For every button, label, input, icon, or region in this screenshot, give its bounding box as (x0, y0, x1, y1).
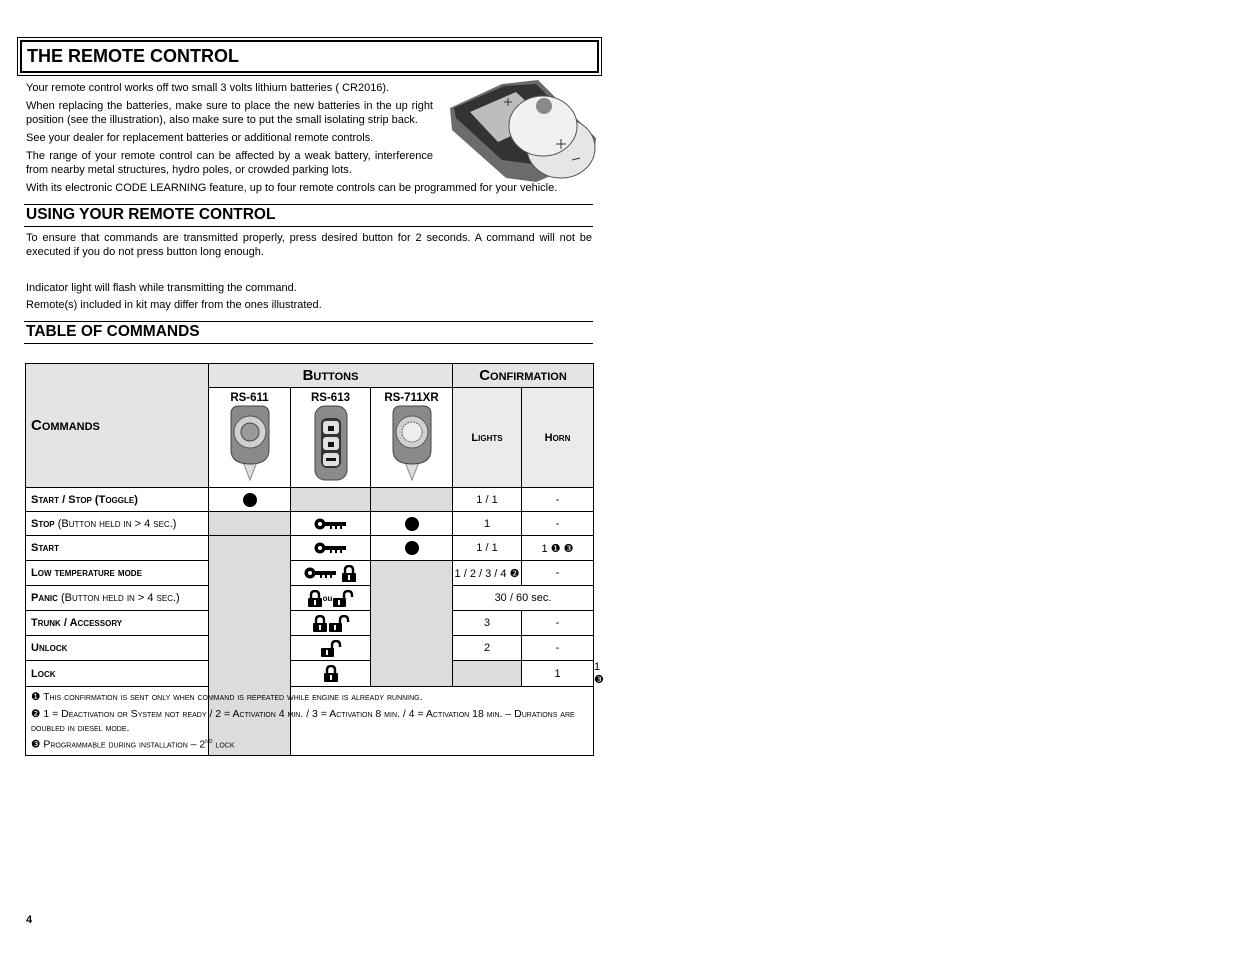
table-heading: TABLE OF COMMANDS (26, 323, 200, 340)
command-name (26, 636, 209, 661)
table-row (26, 488, 594, 512)
intro-p4: The range of your remote control can be affected by a weak battery, interference from nearby metal structures, hydro poles, or crowded parking lots. (26, 150, 433, 176)
horn-cell: - (522, 636, 594, 661)
command-label: Trunk / Accessory (31, 617, 123, 629)
rs613-cell (291, 611, 371, 636)
lock-icon (312, 615, 328, 632)
key-icon (304, 566, 338, 580)
rs711xr-cell (371, 536, 453, 561)
intro-p5: With its electronic CODE LEARNING feature, up to four remote controls can be programmed for your vehicle. (26, 182, 558, 194)
rs613-cell (291, 561, 371, 586)
command-label: Lock (31, 667, 56, 680)
lights-cell: 1 (453, 512, 522, 536)
using-p3: Remote(s) included in kit may differ from the ones illustrated. (26, 299, 322, 311)
command-name (26, 561, 209, 586)
command-name (26, 611, 209, 636)
unlock-icon (328, 615, 350, 632)
model-label: RS-613 (311, 392, 350, 404)
lights-cell: 1 / 1 (453, 536, 522, 561)
command-detail: (Button held in > 4 sec.) (57, 592, 180, 604)
button-dot-icon (243, 493, 257, 507)
table-notes-row (26, 687, 594, 756)
lock-icon (323, 665, 339, 682)
section-rule (24, 226, 593, 227)
button-dot-icon (405, 517, 419, 531)
table-row (26, 611, 594, 636)
model-rs711xr (371, 388, 453, 488)
rs711xr-cell (453, 661, 522, 687)
lock-icon (307, 590, 323, 607)
model-rs613 (291, 388, 371, 488)
intro-p1: Your remote control works off two small 3 volts lithium batteries ( CR2016). (26, 82, 390, 94)
using-heading: USING YOUR REMOTE CONTROL (26, 206, 276, 223)
command-label: Panic (31, 592, 58, 604)
or-label: ou (322, 593, 333, 603)
page-title: THE REMOTE CONTROL (27, 46, 239, 66)
horn-header: Horn (522, 388, 594, 488)
rs711xr-cell (371, 561, 453, 687)
lights-header: Lights (453, 388, 522, 488)
using-p1: To ensure that commands are transmitted properly, press desired button for 2 seconds. A command will not be executed if you do not press button long enough. (26, 232, 592, 258)
rs613-cell (291, 536, 371, 561)
section-rule (24, 204, 593, 205)
lights-cell: 1 (522, 661, 594, 687)
horn-cell: - (522, 561, 594, 586)
table-row (26, 536, 594, 561)
battery-illustration (446, 78, 598, 184)
rs611-cell (209, 488, 291, 512)
note-1: ❶ This confirmation is sent only when command is repeated while engine is already running. (31, 691, 423, 703)
rs613-cell (291, 636, 371, 661)
unlock-icon (332, 590, 354, 607)
rs711xr-cell (371, 512, 453, 536)
note-3-text: ❸ Programmable during installation – 2 (31, 738, 206, 751)
table-row (26, 636, 594, 661)
intro-p2: When replacing the batteries, make sure to place the new batteries in the up right position (see the illustration), also make sure to put the small isolating strip back. (26, 100, 433, 126)
model-label: RS-611 (230, 392, 269, 404)
table-notes (26, 687, 594, 756)
remote-rs711xr-icon (389, 404, 435, 482)
rs711xr-cell (371, 488, 453, 512)
buttons-header: Buttons (209, 364, 453, 388)
lights-cell: 30 / 60 sec. (453, 586, 594, 611)
command-name (26, 661, 209, 687)
table-row: Lock 1 1 ❸ (26, 661, 594, 687)
lights-cell: 2 (453, 636, 522, 661)
using-p2: Indicator light will flash while transmitting the command. (26, 282, 297, 294)
confirmation-header: Confirmation (453, 364, 594, 388)
commands-table (25, 363, 604, 756)
unlock-icon (320, 640, 342, 657)
button-dot-icon (405, 541, 419, 555)
model-rs611 (209, 388, 291, 488)
remote-rs613-icon (311, 404, 351, 484)
lights-cell: 1 / 2 / 3 / 4 ❷ (453, 561, 522, 586)
note-3-sup: nd (205, 738, 213, 745)
rs613-cell (291, 586, 371, 611)
rs613-cell (291, 512, 371, 536)
commands-header: Commands (26, 364, 209, 488)
command-name (26, 586, 209, 611)
command-detail: (Button held in > 4 sec.) (54, 517, 177, 530)
horn-cell: - (522, 488, 594, 512)
note-2: ❷ 1 = Deactivation or System not ready / 2 = Activation 4 min. / 3 = Activation 8 min. / 4 = Activation 18 min. – Durations are doubled in diesel mode. (31, 708, 575, 734)
page-title-box (20, 40, 599, 73)
command-name (26, 512, 209, 536)
command-label: Unlock (31, 642, 68, 654)
section-rule (24, 343, 593, 344)
command-label: Low temperature mode (31, 567, 142, 579)
horn-cell: - (522, 512, 594, 536)
lights-cell: 3 (453, 611, 522, 636)
rs613-cell (291, 661, 371, 687)
section-rule (24, 321, 593, 322)
lock-icon (341, 565, 357, 582)
intro-p3: See your dealer for replacement batteries or additional remote controls. (26, 132, 374, 144)
command-label: Start / Stop (Toggle) (31, 493, 138, 506)
table-row (26, 586, 594, 611)
key-icon (314, 541, 348, 555)
table-row (26, 561, 594, 586)
command-label: Stop (31, 517, 55, 530)
command-label: Start (31, 542, 60, 554)
horn-cell: 1 ❶ ❸ (522, 536, 594, 561)
command-name (26, 488, 209, 512)
note-3-text-end: lock (212, 738, 235, 751)
remote-rs611-icon (227, 404, 273, 482)
model-label: RS-711XR (384, 392, 439, 404)
page-number: 4 (26, 914, 33, 926)
rs611-cell (209, 512, 291, 536)
note-3 (31, 735, 588, 752)
table-row (26, 512, 594, 536)
horn-cell: - (522, 611, 594, 636)
command-name (26, 536, 209, 561)
key-icon (314, 517, 348, 531)
rs613-cell (291, 488, 371, 512)
lights-cell: 1 / 1 (453, 488, 522, 512)
